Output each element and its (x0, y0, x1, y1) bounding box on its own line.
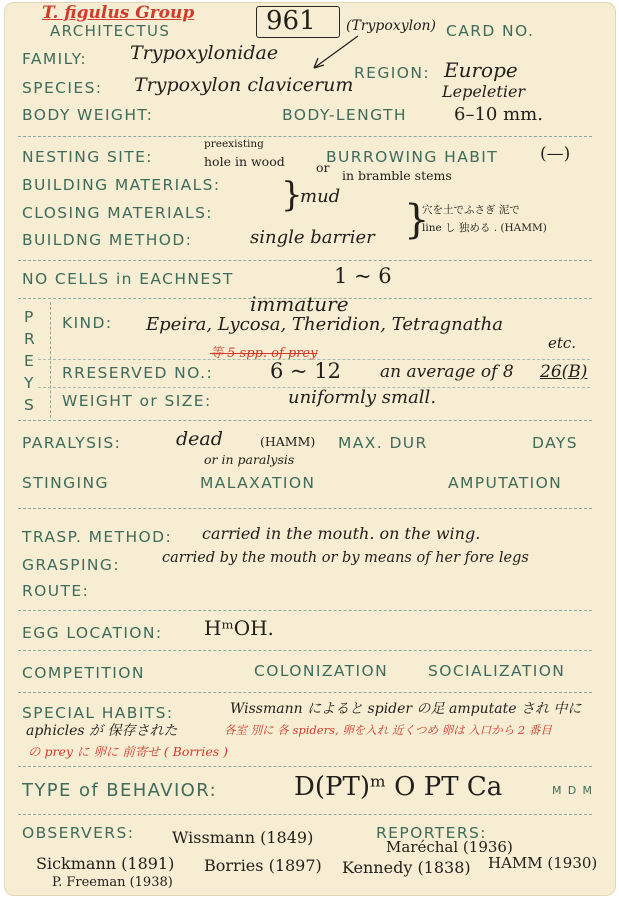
nesting-site-label: NESTING SITE: (22, 148, 153, 166)
building-method-value: single barrier (250, 227, 375, 248)
grasping-value: carried by the mouth or by means of her fore legs (162, 550, 529, 566)
region-value: Europe (444, 58, 518, 82)
grasping-label: GRASPING: (22, 556, 120, 574)
genus-note: (Trypoxylon) (346, 18, 436, 34)
weight-size-label: WEIGHT or SIZE: (62, 392, 212, 410)
japanese-note-1: 穴を土でふさぎ 泥で (422, 204, 520, 216)
divider (18, 766, 592, 767)
reporter-1: Maréchal (1936) (386, 838, 513, 856)
trasp-method-label: TRASP. METHOD: (22, 528, 173, 546)
special-habits-red-line-3: の prey に 卵に 前寄せ ( Borries ) (28, 744, 228, 759)
nesting-site-value-2: hole in wood (204, 154, 285, 169)
nesting-site-value-3: in bramble stems (342, 168, 452, 183)
species-author: Lepeletier (442, 82, 526, 101)
colonization-label: COLONIZATION (254, 662, 389, 680)
divider (18, 136, 592, 137)
card-no-label: CARD NO. (446, 22, 535, 40)
note-brace: } (404, 197, 430, 243)
socialization-label: SOCIALIZATION (428, 662, 566, 680)
immature-note: immature (250, 292, 349, 316)
reserved-average: an average of 8 (380, 362, 514, 382)
materials-brace: } (281, 175, 303, 215)
prey-letter: P (24, 308, 35, 326)
special-habits-label: SPECIAL HABITS: (22, 704, 174, 722)
materials-value: mud (300, 186, 341, 207)
reserved-max: 26(B) (540, 362, 588, 382)
burrowing-habit-label: BURROWING HABIT (326, 148, 499, 166)
kind-value: Epeira, Lycosa, Theridion, Tetragnatha (146, 314, 503, 335)
species-value: Trypoxylon clavicerum (134, 74, 354, 96)
route-label: ROUTE: (22, 582, 90, 600)
japanese-note-2: line し 独める . (HAMM) (422, 222, 547, 234)
divider (18, 610, 592, 611)
observer-1: Wissmann (1849) (172, 828, 314, 847)
amputation-label: AMPUTATION (448, 474, 563, 492)
kind-etc: etc. (548, 334, 577, 352)
type-of-behavior-label: TYPE of BEHAVIOR: (22, 780, 218, 801)
observer-2: Sickmann (1891) (36, 854, 175, 873)
egg-location-label: EGG LOCATION: (22, 624, 163, 642)
prey-column-rule (50, 302, 51, 418)
body-weight-label: BODY WEIGHT: (22, 106, 154, 124)
region-label: REGION: (354, 64, 430, 82)
family-value: Trypoxylonidae (130, 42, 279, 64)
building-method-label: BUILDNG METHOD: (22, 231, 193, 249)
struck-prey-note: 等 5 spp. of prey (210, 346, 318, 361)
reserved-value: 6 ~ 12 (270, 359, 342, 383)
building-materials-label: BUILDING MATERIALS: (22, 176, 221, 194)
prey-letter: E (24, 352, 36, 370)
kind-label: KIND: (62, 314, 113, 332)
observer-3: Borries (1897) (204, 856, 322, 875)
behavior-extra: M D M (552, 784, 594, 797)
malaxation-label: MALAXATION (200, 474, 316, 492)
divider (18, 260, 592, 261)
special-habits-line-1: Wissmann によると spider の足 amputate され 中に (230, 701, 582, 717)
prey-letter: S (24, 396, 36, 414)
max-dur-label: MAX. DUR (338, 434, 428, 452)
closing-materials-label: CLOSING MATERIALS: (22, 204, 213, 222)
or-text: or (316, 160, 330, 175)
divider (18, 692, 592, 693)
days-label: DAYS (532, 434, 578, 452)
observer-5: P. Freeman (1938) (52, 875, 173, 890)
paralysis-source: (HAMM) (260, 434, 316, 449)
divider (18, 650, 592, 651)
paralysis-alt-value: or in paralysis (204, 452, 295, 467)
reserved-label: RRESERVED NO.: (62, 364, 214, 382)
prey-letter: Y (24, 374, 35, 392)
type-of-behavior-value: D(PT)ᵐ O PT Ca (294, 772, 503, 802)
observers-label: OBSERVERS: (22, 824, 135, 842)
divider (18, 420, 592, 421)
observer-4: Kennedy (1838) (342, 858, 471, 877)
stinging-label: STINGING (22, 474, 109, 492)
cells-value: 1 ~ 6 (334, 264, 392, 288)
body-length-value: 6–10 mm. (454, 104, 543, 125)
prey-letter: R (24, 330, 37, 348)
species-label: SPECIES: (22, 79, 103, 97)
group-annotation: T. figulus Group (42, 3, 195, 23)
reporter-2: HAMM (1930) (488, 854, 598, 872)
card-number: 961 (266, 6, 316, 36)
egg-location-value: HᵐOH. (204, 616, 274, 640)
divider (18, 508, 592, 509)
trasp-method-value: carried in the mouth. on the wing. (202, 524, 481, 543)
nesting-site-value-1: preexisting (204, 138, 264, 150)
burrowing-habit-value: (—) (540, 144, 571, 164)
competition-label: COMPETITION (22, 664, 145, 682)
paralysis-label: PARALYSIS: (22, 434, 122, 452)
special-habits-red-line-2: 各室 別に 各 spiders, 卵を入れ 近くつめ 卵は 入口から 2 番目 (224, 723, 552, 737)
specimen-card (4, 2, 616, 896)
divider (18, 814, 592, 815)
body-length-label: BODY-LENGTH (282, 106, 407, 124)
weight-size-value: uniformly small. (288, 387, 437, 408)
paralysis-value: dead (176, 428, 223, 450)
architectus-label: ARCHITECTUS (50, 22, 171, 40)
reporters-label: REPORTERS: (376, 824, 487, 842)
family-label: FAMILY: (22, 50, 88, 68)
cells-label: NO CELLS in EACHNEST (22, 270, 234, 288)
special-habits-line-2: aphicles が 保存された (26, 723, 178, 739)
